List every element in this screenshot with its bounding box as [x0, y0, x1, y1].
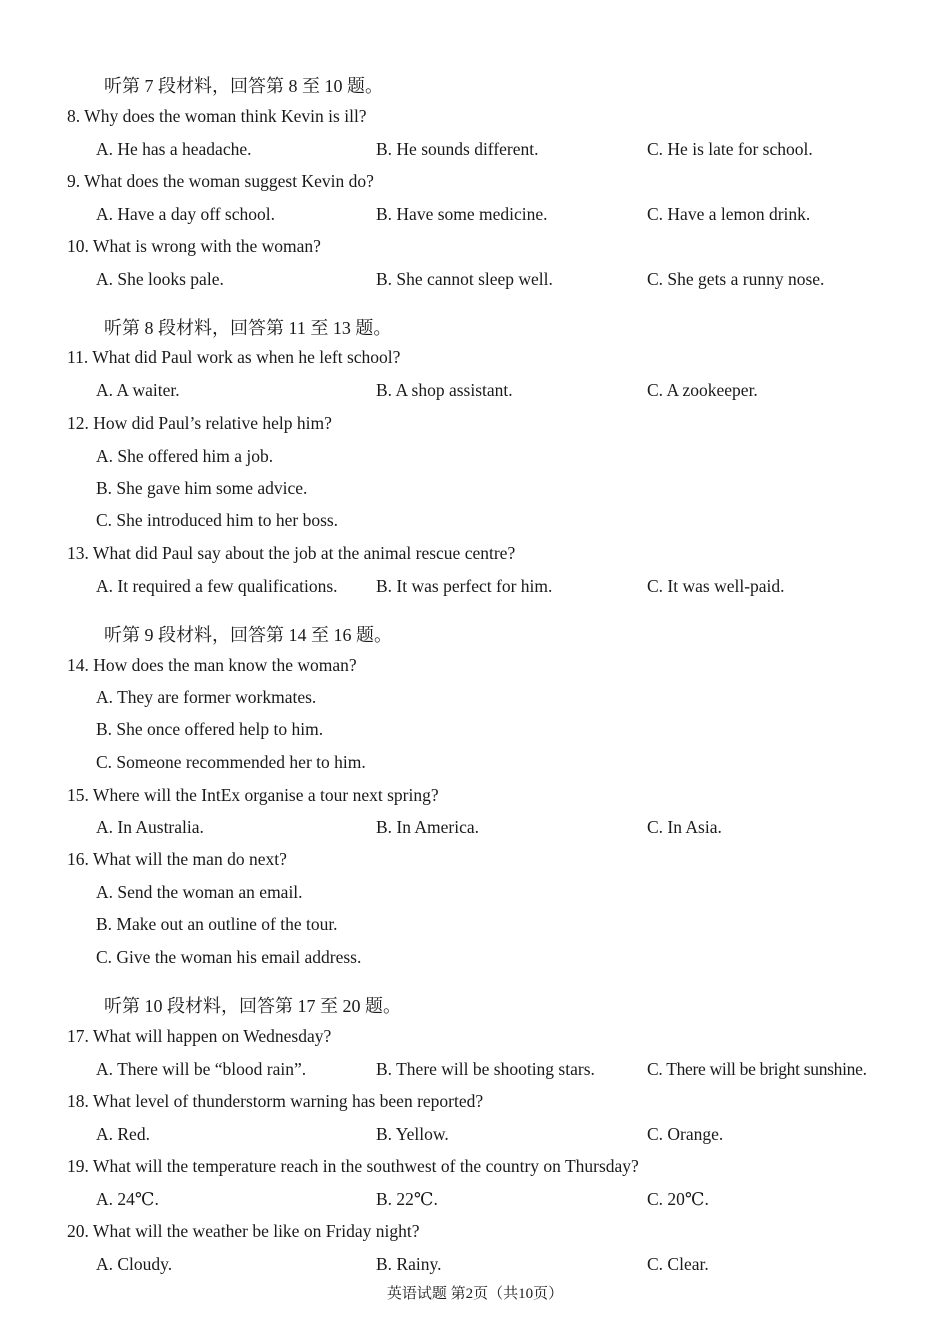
option-a: A. Have a day off school. [96, 204, 275, 224]
option-a: A. She looks pale. [96, 269, 224, 289]
option-a: A. He has a headache. [96, 139, 252, 159]
option-a: A. In Australia. [96, 817, 204, 837]
option-a: A. They are former workmates. [96, 687, 317, 707]
page-footer: 英语试题 第2页（共10页） [386, 1286, 564, 1302]
option-b: B. She gave him some advice. [96, 478, 308, 498]
question-stem: 20. What will the weather be like on Friday night? [67, 1221, 420, 1241]
question-stem: 19. What will the temperature reach in the southwest of the country on Thursday? [67, 1156, 639, 1176]
option-a: A. 24℃. [96, 1189, 159, 1209]
option-a: A. Red. [96, 1124, 150, 1144]
option-b: B. Have some medicine. [376, 204, 548, 224]
option-c: C. He is late for school. [647, 139, 813, 159]
section-heading: 听第 10 段材料，回答第 17 至 20 题。 [104, 996, 401, 1016]
option-a: A. A waiter. [96, 380, 180, 400]
option-c: C. She gets a runny nose. [647, 269, 825, 289]
option-c: C. Clear. [647, 1254, 709, 1274]
question-stem: 17. What will happen on Wednesday? [67, 1026, 332, 1046]
question-stem: 18. What level of thunderstorm warning has been reported? [67, 1091, 484, 1111]
option-c: C. There will be bright sunshine. [647, 1059, 867, 1079]
option-a: A. It required a few qualifications. [96, 576, 338, 596]
option-a: A. There will be “blood rain”. [96, 1059, 307, 1079]
question-stem: 15. Where will the IntEx organise a tour next spring? [67, 785, 439, 805]
option-a: A. Send the woman an email. [96, 882, 303, 902]
option-c: C. It was well-paid. [647, 576, 785, 596]
option-b: B. Make out an outline of the tour. [96, 914, 338, 934]
option-b: B. A shop assistant. [376, 380, 513, 400]
question-stem: 14. How does the man know the woman? [67, 655, 357, 675]
option-a: A. Cloudy. [96, 1254, 173, 1274]
option-c: C. 20℃. [647, 1189, 709, 1209]
section-heading: 听第 8 段材料，回答第 11 至 13 题。 [104, 318, 392, 338]
question-stem: 12. How did Paul’s relative help him? [67, 413, 332, 433]
option-b: B. It was perfect for him. [376, 576, 553, 596]
option-c: C. A zookeeper. [647, 380, 758, 400]
option-c: C. In Asia. [647, 817, 722, 837]
option-b: B. There will be shooting stars. [376, 1059, 595, 1079]
question-stem: 11. What did Paul work as when he left school? [67, 347, 401, 367]
question-stem: 16. What will the man do next? [67, 849, 287, 869]
section-heading: 听第 9 段材料，回答第 14 至 16 题。 [104, 625, 392, 645]
option-b: B. 22℃. [376, 1189, 438, 1209]
option-c: C. Orange. [647, 1124, 724, 1144]
option-a: A. She offered him a job. [96, 446, 274, 466]
option-b: B. She once offered help to him. [96, 719, 324, 739]
option-b: B. Yellow. [376, 1124, 449, 1144]
option-c: C. Someone recommended her to him. [96, 752, 366, 772]
option-b: B. In America. [376, 817, 480, 837]
section-heading: 听第 7 段材料，回答第 8 至 10 题。 [104, 76, 383, 96]
option-c: C. Give the woman his email address. [96, 947, 362, 967]
option-c: C. She introduced him to her boss. [96, 510, 339, 530]
question-stem: 8. Why does the woman think Kevin is ill? [67, 106, 367, 126]
option-b: B. She cannot sleep well. [376, 269, 553, 289]
question-stem: 10. What is wrong with the woman? [67, 236, 321, 256]
option-b: B. Rainy. [376, 1254, 442, 1274]
option-c: C. Have a lemon drink. [647, 204, 811, 224]
question-stem: 9. What does the woman suggest Kevin do? [67, 171, 374, 191]
question-stem: 13. What did Paul say about the job at the animal rescue centre? [67, 543, 516, 563]
option-b: B. He sounds different. [376, 139, 539, 159]
